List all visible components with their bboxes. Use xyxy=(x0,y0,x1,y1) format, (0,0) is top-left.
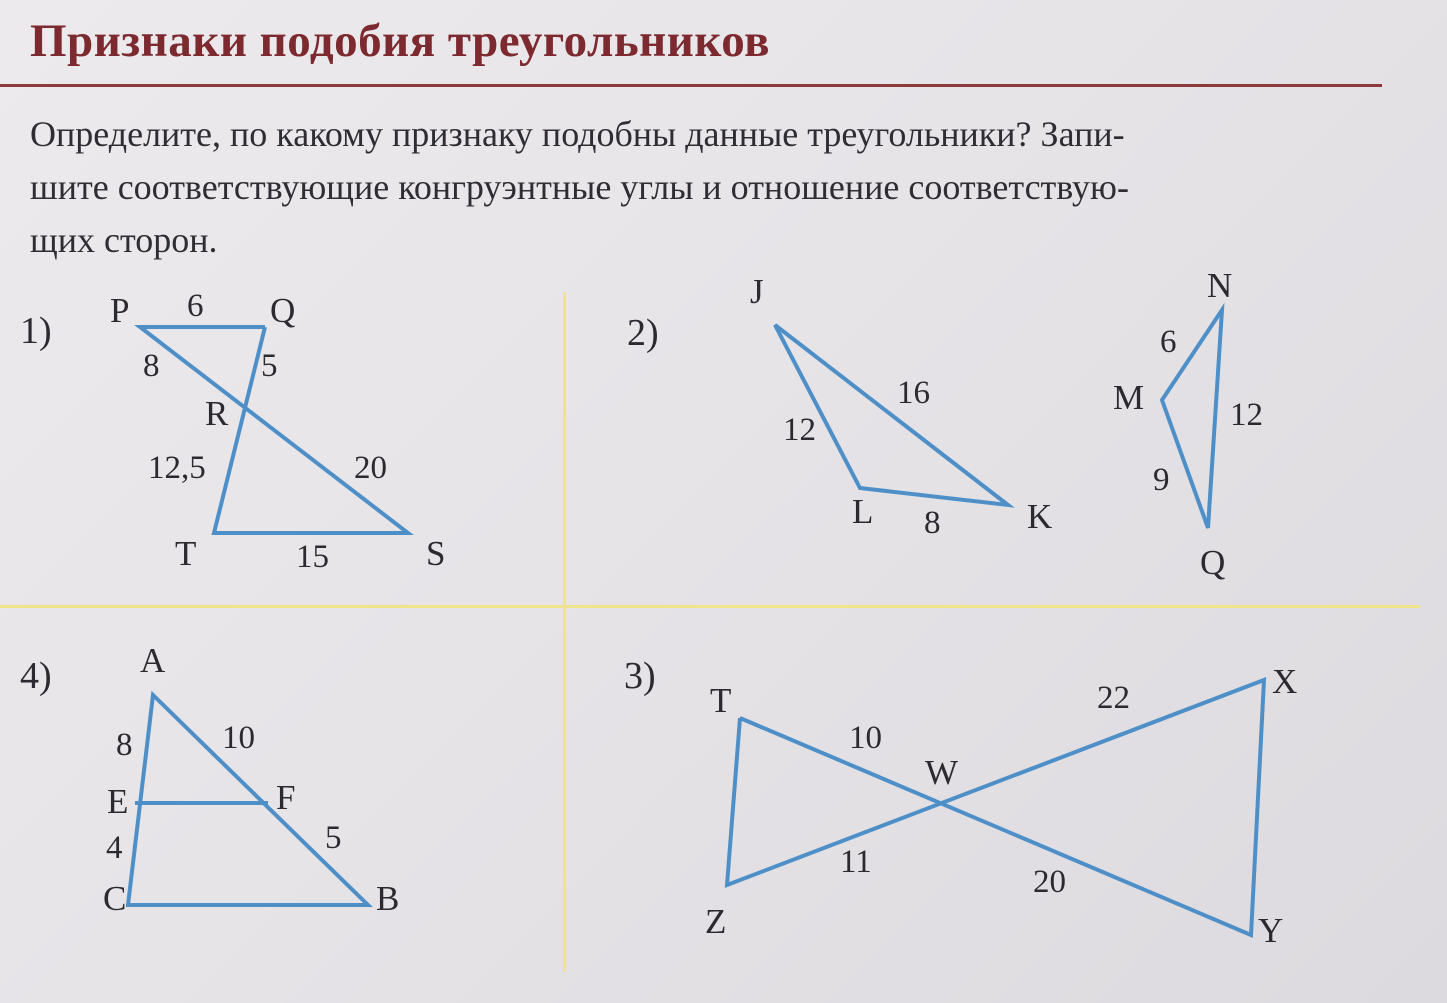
vertex-Z: Z xyxy=(705,902,727,941)
vertex-L: L xyxy=(852,492,874,531)
vertex-E: E xyxy=(107,782,129,821)
task-line-1: Определите, по какому признаку подобны данные треугольники? Запи- xyxy=(30,114,1125,154)
side-TS: 15 xyxy=(296,539,329,575)
vertex-J: J xyxy=(750,272,764,311)
vertex-X: X xyxy=(1272,662,1298,701)
vertex-B: B xyxy=(376,879,400,918)
vertex-Q: Q xyxy=(270,291,296,330)
task-line-3: щих сторон. xyxy=(30,220,218,260)
vertex-N: N xyxy=(1207,266,1233,305)
vertex-M: M xyxy=(1113,378,1145,417)
problem-1-number: 1) xyxy=(20,310,52,352)
side-TR: 12,5 xyxy=(148,450,206,486)
side-TW: 10 xyxy=(849,720,882,756)
vertex-W: W xyxy=(925,753,959,792)
vertex-Y: Y xyxy=(1258,911,1284,950)
side-MN: 6 xyxy=(1160,324,1177,360)
problem-4-number: 4) xyxy=(20,655,52,697)
problem-3-number: 3) xyxy=(624,655,656,697)
vertex-A: A xyxy=(140,641,166,680)
side-XW: 22 xyxy=(1097,680,1130,716)
problem-1 xyxy=(20,288,445,575)
side-AE: 8 xyxy=(116,727,133,763)
problem-2-number: 2) xyxy=(627,312,659,354)
problem-2 xyxy=(627,266,1263,582)
side-NQ: 12 xyxy=(1230,397,1263,433)
vertex-Q2: Q xyxy=(1200,543,1226,582)
vertex-T: T xyxy=(175,534,197,573)
vertex-R: R xyxy=(205,394,229,433)
side-AF: 10 xyxy=(222,720,255,756)
vertex-C: C xyxy=(103,879,127,918)
page-title: Признаки подобия треугольников xyxy=(30,15,771,67)
vertex-P: P xyxy=(110,291,130,330)
side-MQ: 9 xyxy=(1153,462,1170,498)
problem-3 xyxy=(624,655,1297,950)
figure-3-triangles xyxy=(727,680,1264,935)
side-PQ: 6 xyxy=(187,288,204,324)
side-LK: 8 xyxy=(924,505,941,541)
vertex-K: K xyxy=(1027,497,1053,536)
side-JK: 16 xyxy=(897,375,930,411)
side-WY: 20 xyxy=(1033,864,1066,900)
side-FB: 5 xyxy=(325,820,342,856)
vertex-S: S xyxy=(426,534,446,573)
side-QR: 5 xyxy=(261,348,278,384)
side-ZW: 11 xyxy=(840,844,872,880)
side-RS: 20 xyxy=(354,450,387,486)
vertex-F: F xyxy=(276,778,296,817)
side-EC: 4 xyxy=(106,830,123,866)
vertex-T3: T xyxy=(710,681,732,720)
side-PR: 8 xyxy=(143,348,160,384)
problem-4 xyxy=(20,641,399,918)
side-JL: 12 xyxy=(783,412,816,448)
task-line-2: шите соответствующие конгруэнтные углы и отношение соответствую- xyxy=(30,167,1129,207)
